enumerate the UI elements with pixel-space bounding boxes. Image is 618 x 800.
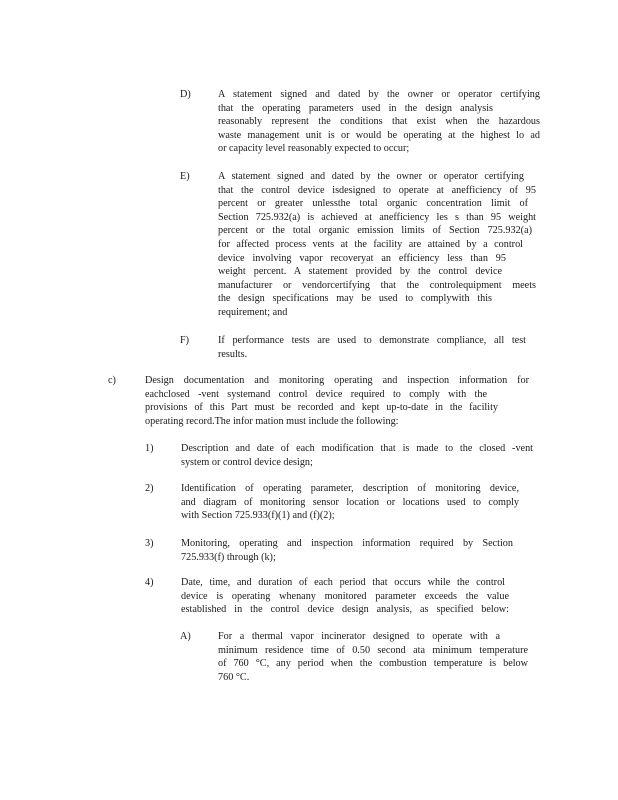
text-line: minimum residence time of 0.50 second ata minimum temperature [218,644,528,656]
item-text [218,334,526,361]
text-line: operating record.The infor mation must include the following: [145,415,399,427]
item-label: 3) [145,538,154,549]
item-text [181,482,519,523]
text-line: device involving vapor recoveryat an efficiency less than 95 [218,252,506,264]
text-line: and diagram of monitoring sensor location or locations used to comply [181,496,519,508]
text-line: Monitoring, operating and inspection information required by Section [181,538,513,549]
text-line: For a thermal vapor incinerator designed to operate with a [218,631,500,642]
text-line: Design documentation and monitoring operating and inspection information for [145,375,529,386]
text-line: system or control device design; [181,456,313,468]
item-label: 2) [145,483,154,494]
item-label: A) [180,631,191,642]
text-line: 760 °C. [218,671,250,683]
text-line: provisions of this Part must be recorded and kept up-to-date in the facility [145,402,498,414]
text-line: A statement signed and dated by the owner or operator certifying [218,89,540,100]
item-label: 1) [145,443,154,454]
item-text [218,170,536,320]
text-line: waste management unit is or would be operating at the highest lo ad [218,129,540,141]
item-text [181,537,513,564]
text-line: percent or greater unlessthe total organic concentration limit of [218,198,528,210]
item-text [218,88,540,156]
text-line: established in the control device design analysis, as specified below: [181,604,509,616]
text-line: Description and date of each modification that is made to the closed -vent [181,443,533,454]
text-line: results. [218,348,248,360]
text-line: that the operating parameters used in the design analysis [218,102,493,114]
item-text [181,442,533,469]
item-text [145,374,529,428]
text-line: of 760 °C, any period when the combustion temperature is below [218,658,528,670]
item-label: 4) [145,577,154,588]
text-line: Identification of operating parameter, description of monitoring device, [181,483,519,494]
text-line: percent or the total organic emission limits of Section 725.932(a) [218,225,532,237]
item-label: F) [180,335,190,346]
text-line: A statement signed and dated by the owner or operator certifying [218,171,524,182]
text-line: eachclosed -vent systemand control device required to comply with the [145,388,487,400]
text-line: manufacturer or vendorcertifying that the controlequipment meets [218,279,536,291]
item-label: c) [108,375,116,386]
text-line: Section 725.932(a) is achieved at anefficiency les s than 95 weight [218,211,536,223]
text-line: 725.933(f) through (k); [181,551,276,563]
text-line: the design specifications may be used to complywith this [218,293,492,305]
text-line: device is operating whenany monitored parameter exceeds the value [181,590,509,602]
text-line: If performance tests are used to demonstrate compliance, all test [218,335,526,346]
item-text [181,576,509,617]
text-line: weight percent. A statement provided by the control device [218,266,502,278]
text-line: reasonably represent the conditions that exist when the hazardous [218,116,540,128]
text-line: with Section 725.933(f)(1) and (f)(2); [181,510,335,522]
text-line: Date, time, and duration of each period that occurs while the control [181,577,505,588]
item-text [218,630,528,684]
item-label: E) [180,171,190,182]
text-line: or capacity level reasonably expected to occur; [218,143,410,155]
item-label: D) [180,89,191,100]
text-line: for affected process vents at the facility are attained by a control [218,238,523,250]
text-line: requirement; and [218,306,288,318]
text-line: that the control device isdesigned to operate at anefficiency of 95 [218,184,536,196]
